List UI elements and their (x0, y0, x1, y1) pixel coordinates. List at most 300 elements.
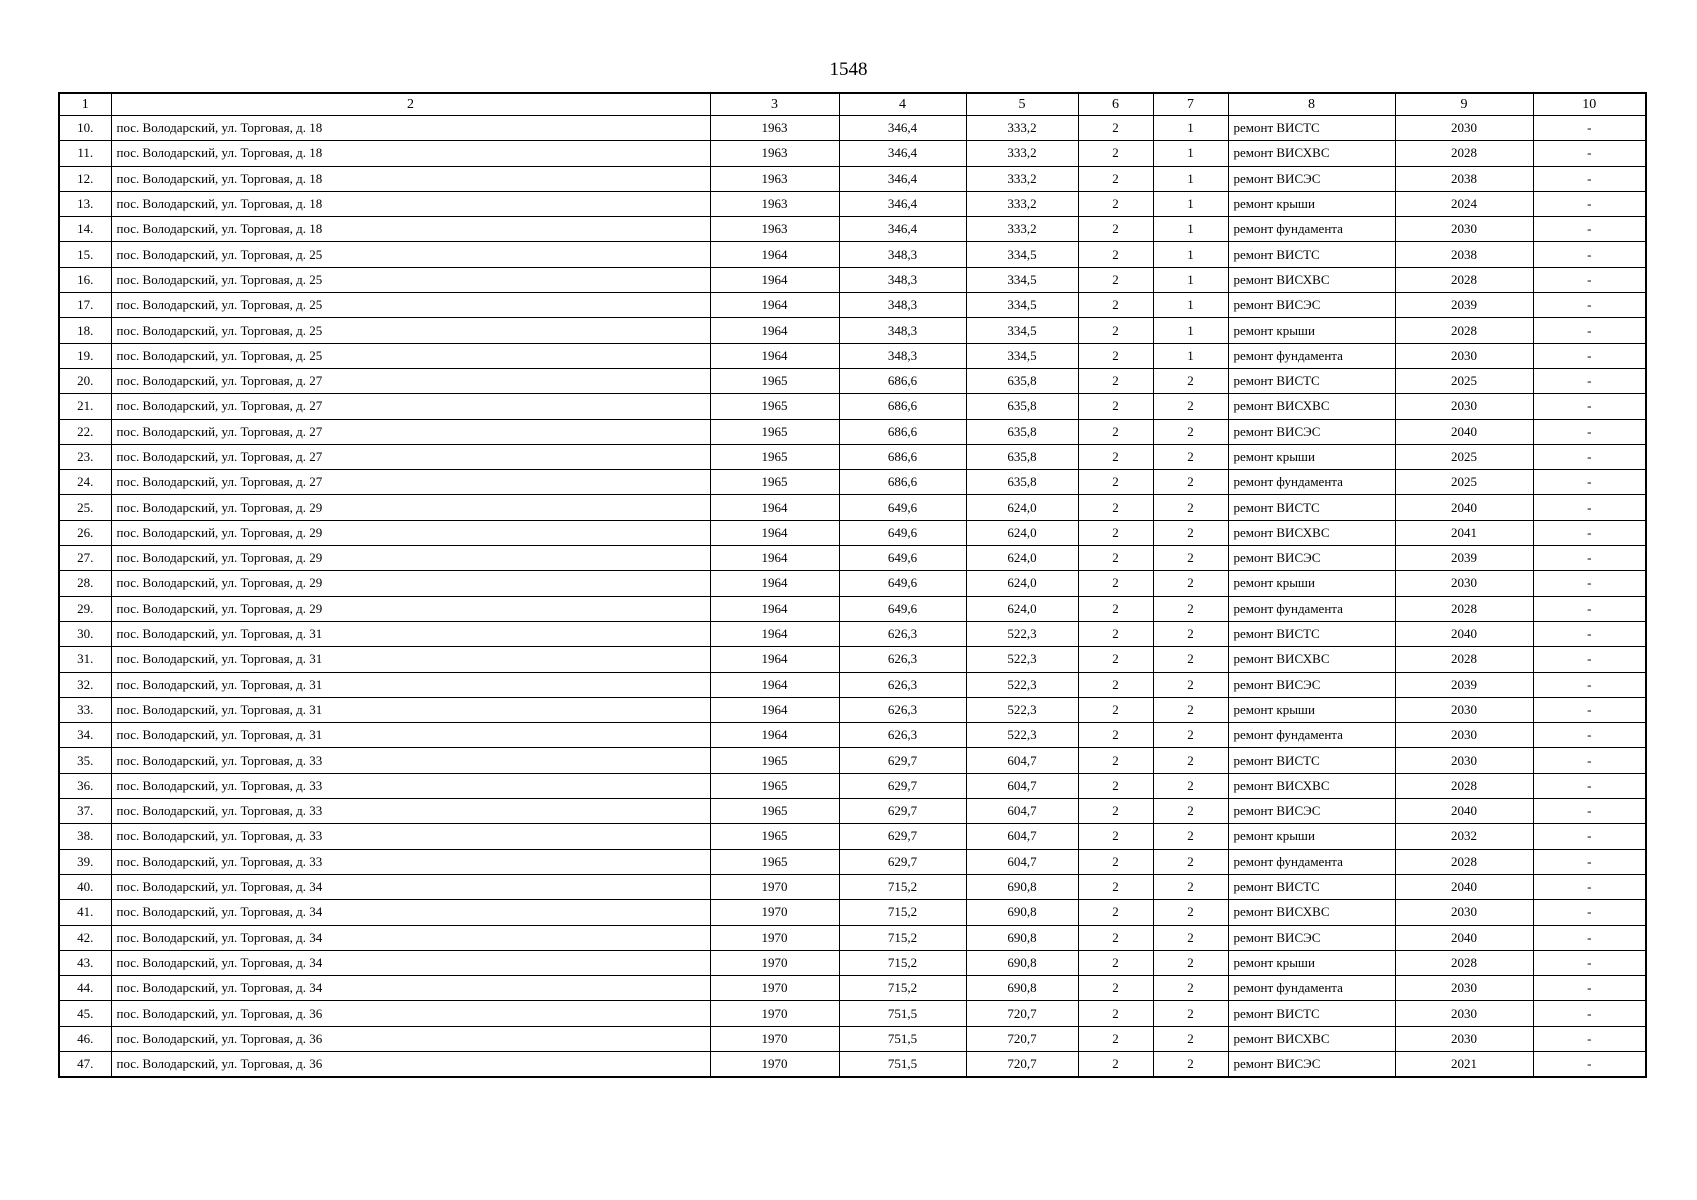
cell-floors: 2 (1078, 267, 1153, 292)
cell-total-area: 715,2 (839, 950, 966, 975)
cell-entrances: 1 (1153, 116, 1228, 141)
cell-planned-year: 2040 (1395, 874, 1533, 899)
cell-planned-year: 2030 (1395, 116, 1533, 141)
table-row (59, 950, 1646, 975)
cell-note: - (1533, 394, 1646, 419)
cell-entrances: 1 (1153, 242, 1228, 267)
cell-note: - (1533, 773, 1646, 798)
cell-entrances: 2 (1153, 799, 1228, 824)
cell-address: пос. Володарский, ул. Торговая, д. 25 (111, 318, 710, 343)
table-row (59, 419, 1646, 444)
cell-note: - (1533, 546, 1646, 571)
table-row (59, 394, 1646, 419)
cell-row-number: 34. (59, 723, 111, 748)
cell-planned-year: 2040 (1395, 419, 1533, 444)
cell-build-year: 1964 (710, 293, 839, 318)
cell-address: пос. Володарский, ул. Торговая, д. 18 (111, 141, 710, 166)
cell-address: пос. Володарский, ул. Торговая, д. 25 (111, 267, 710, 292)
cell-row-number: 10. (59, 116, 111, 141)
cell-living-area: 334,5 (966, 242, 1078, 267)
cell-address: пос. Володарский, ул. Торговая, д. 29 (111, 520, 710, 545)
table-row (59, 242, 1646, 267)
cell-total-area: 686,6 (839, 470, 966, 495)
cell-work-type: ремонт крыши (1228, 697, 1395, 722)
cell-entrances: 2 (1153, 419, 1228, 444)
cell-row-number: 25. (59, 495, 111, 520)
cell-work-type: ремонт ВИСХВС (1228, 647, 1395, 672)
cell-floors: 2 (1078, 419, 1153, 444)
cell-work-type: ремонт фундамента (1228, 217, 1395, 242)
cell-address: пос. Володарский, ул. Торговая, д. 36 (111, 1001, 710, 1026)
cell-work-type: ремонт фундамента (1228, 723, 1395, 748)
table-row (59, 799, 1646, 824)
cell-row-number: 39. (59, 849, 111, 874)
cell-entrances: 2 (1153, 874, 1228, 899)
cell-entrances: 2 (1153, 900, 1228, 925)
cell-entrances: 2 (1153, 470, 1228, 495)
cell-total-area: 348,3 (839, 267, 966, 292)
table-row (59, 647, 1646, 672)
cell-work-type: ремонт крыши (1228, 824, 1395, 849)
cell-build-year: 1963 (710, 116, 839, 141)
cell-note: - (1533, 293, 1646, 318)
cell-row-number: 33. (59, 697, 111, 722)
cell-address: пос. Володарский, ул. Торговая, д. 27 (111, 470, 710, 495)
cell-work-type: ремонт ВИСХВС (1228, 267, 1395, 292)
cell-address: пос. Володарский, ул. Торговая, д. 33 (111, 773, 710, 798)
cell-row-number: 38. (59, 824, 111, 849)
cell-living-area: 522,3 (966, 672, 1078, 697)
cell-floors: 2 (1078, 242, 1153, 267)
cell-row-number: 43. (59, 950, 111, 975)
cell-total-area: 751,5 (839, 1001, 966, 1026)
cell-living-area: 333,2 (966, 141, 1078, 166)
cell-floors: 2 (1078, 444, 1153, 469)
cell-living-area: 604,7 (966, 773, 1078, 798)
cell-address: пос. Володарский, ул. Торговая, д. 33 (111, 824, 710, 849)
table-row (59, 925, 1646, 950)
cell-floors: 2 (1078, 546, 1153, 571)
cell-build-year: 1970 (710, 1026, 839, 1051)
cell-living-area: 720,7 (966, 1001, 1078, 1026)
cell-living-area: 333,2 (966, 116, 1078, 141)
cell-entrances: 2 (1153, 773, 1228, 798)
table-row (59, 621, 1646, 646)
cell-floors: 2 (1078, 773, 1153, 798)
cell-total-area: 715,2 (839, 925, 966, 950)
cell-build-year: 1964 (710, 495, 839, 520)
cell-row-number: 11. (59, 141, 111, 166)
cell-note: - (1533, 520, 1646, 545)
cell-total-area: 649,6 (839, 520, 966, 545)
column-header-9: 9 (1395, 93, 1533, 116)
table-row (59, 520, 1646, 545)
column-header-5: 5 (966, 93, 1078, 116)
cell-build-year: 1964 (710, 343, 839, 368)
cell-entrances: 2 (1153, 849, 1228, 874)
cell-total-area: 686,6 (839, 394, 966, 419)
cell-entrances: 2 (1153, 1001, 1228, 1026)
cell-work-type: ремонт ВИСЭС (1228, 672, 1395, 697)
cell-total-area: 751,5 (839, 1051, 966, 1077)
cell-work-type: ремонт ВИСТС (1228, 116, 1395, 141)
cell-total-area: 649,6 (839, 546, 966, 571)
table-row (59, 723, 1646, 748)
cell-total-area: 346,4 (839, 116, 966, 141)
cell-row-number: 46. (59, 1026, 111, 1051)
cell-entrances: 2 (1153, 621, 1228, 646)
cell-total-area: 348,3 (839, 318, 966, 343)
column-header-4: 4 (839, 93, 966, 116)
cell-address: пос. Володарский, ул. Торговая, д. 27 (111, 419, 710, 444)
cell-total-area: 346,4 (839, 217, 966, 242)
cell-total-area: 348,3 (839, 343, 966, 368)
cell-living-area: 624,0 (966, 596, 1078, 621)
cell-address: пос. Володарский, ул. Торговая, д. 31 (111, 647, 710, 672)
cell-floors: 2 (1078, 571, 1153, 596)
table-row (59, 191, 1646, 216)
cell-build-year: 1964 (710, 596, 839, 621)
cell-address: пос. Володарский, ул. Торговая, д. 29 (111, 546, 710, 571)
cell-total-area: 715,2 (839, 976, 966, 1001)
cell-row-number: 18. (59, 318, 111, 343)
cell-address: пос. Володарский, ул. Торговая, д. 29 (111, 571, 710, 596)
cell-entrances: 2 (1153, 748, 1228, 773)
cell-floors: 2 (1078, 470, 1153, 495)
cell-planned-year: 2024 (1395, 191, 1533, 216)
cell-build-year: 1970 (710, 1051, 839, 1077)
cell-entrances: 1 (1153, 293, 1228, 318)
cell-work-type: ремонт ВИСЭС (1228, 799, 1395, 824)
cell-floors: 2 (1078, 621, 1153, 646)
cell-floors: 2 (1078, 1051, 1153, 1077)
cell-note: - (1533, 748, 1646, 773)
cell-total-area: 626,3 (839, 647, 966, 672)
cell-build-year: 1965 (710, 368, 839, 393)
cell-total-area: 715,2 (839, 874, 966, 899)
cell-address: пос. Володарский, ул. Торговая, д. 33 (111, 799, 710, 824)
cell-living-area: 522,3 (966, 723, 1078, 748)
table-row (59, 217, 1646, 242)
cell-row-number: 24. (59, 470, 111, 495)
table-row (59, 1051, 1646, 1077)
cell-work-type: ремонт фундамента (1228, 849, 1395, 874)
cell-address: пос. Володарский, ул. Торговая, д. 34 (111, 900, 710, 925)
cell-row-number: 31. (59, 647, 111, 672)
cell-address: пос. Володарский, ул. Торговая, д. 34 (111, 976, 710, 1001)
table-row (59, 1026, 1646, 1051)
cell-floors: 2 (1078, 976, 1153, 1001)
cell-entrances: 2 (1153, 723, 1228, 748)
cell-living-area: 604,7 (966, 849, 1078, 874)
cell-build-year: 1970 (710, 950, 839, 975)
cell-address: пос. Володарский, ул. Торговая, д. 34 (111, 925, 710, 950)
cell-planned-year: 2038 (1395, 242, 1533, 267)
cell-row-number: 35. (59, 748, 111, 773)
cell-living-area: 690,8 (966, 950, 1078, 975)
cell-build-year: 1965 (710, 419, 839, 444)
cell-note: - (1533, 343, 1646, 368)
cell-build-year: 1970 (710, 874, 839, 899)
cell-row-number: 40. (59, 874, 111, 899)
cell-planned-year: 2040 (1395, 925, 1533, 950)
table-row (59, 1001, 1646, 1026)
cell-address: пос. Володарский, ул. Торговая, д. 33 (111, 748, 710, 773)
cell-entrances: 1 (1153, 343, 1228, 368)
cell-work-type: ремонт фундамента (1228, 596, 1395, 621)
cell-living-area: 604,7 (966, 824, 1078, 849)
cell-row-number: 14. (59, 217, 111, 242)
cell-address: пос. Володарский, ул. Торговая, д. 33 (111, 849, 710, 874)
cell-total-area: 629,7 (839, 773, 966, 798)
table-row (59, 293, 1646, 318)
cell-work-type: ремонт ВИСТС (1228, 368, 1395, 393)
cell-address: пос. Володарский, ул. Торговая, д. 34 (111, 950, 710, 975)
cell-entrances: 1 (1153, 318, 1228, 343)
cell-living-area: 604,7 (966, 799, 1078, 824)
cell-row-number: 21. (59, 394, 111, 419)
cell-build-year: 1965 (710, 824, 839, 849)
cell-row-number: 30. (59, 621, 111, 646)
cell-work-type: ремонт крыши (1228, 191, 1395, 216)
cell-planned-year: 2032 (1395, 824, 1533, 849)
cell-build-year: 1963 (710, 166, 839, 191)
cell-note: - (1533, 1001, 1646, 1026)
cell-living-area: 720,7 (966, 1051, 1078, 1077)
table-row (59, 976, 1646, 1001)
table-row (59, 672, 1646, 697)
cell-floors: 2 (1078, 950, 1153, 975)
cell-living-area: 690,8 (966, 900, 1078, 925)
cell-build-year: 1964 (710, 723, 839, 748)
cell-build-year: 1964 (710, 520, 839, 545)
cell-floors: 2 (1078, 394, 1153, 419)
table-row (59, 166, 1646, 191)
cell-planned-year: 2030 (1395, 394, 1533, 419)
cell-entrances: 2 (1153, 950, 1228, 975)
page-number: 1548 (829, 59, 868, 80)
cell-build-year: 1964 (710, 672, 839, 697)
cell-work-type: ремонт ВИСХВС (1228, 1026, 1395, 1051)
cell-address: пос. Володарский, ул. Торговая, д. 31 (111, 672, 710, 697)
cell-row-number: 13. (59, 191, 111, 216)
cell-address: пос. Володарский, ул. Торговая, д. 31 (111, 697, 710, 722)
cell-work-type: ремонт ВИСХВС (1228, 900, 1395, 925)
cell-living-area: 690,8 (966, 925, 1078, 950)
cell-work-type: ремонт ВИСЭС (1228, 925, 1395, 950)
cell-floors: 2 (1078, 166, 1153, 191)
cell-note: - (1533, 470, 1646, 495)
cell-build-year: 1965 (710, 849, 839, 874)
cell-address: пос. Володарский, ул. Торговая, д. 31 (111, 621, 710, 646)
cell-planned-year: 2030 (1395, 723, 1533, 748)
cell-note: - (1533, 824, 1646, 849)
cell-build-year: 1964 (710, 242, 839, 267)
cell-entrances: 1 (1153, 267, 1228, 292)
cell-floors: 2 (1078, 141, 1153, 166)
cell-address: пос. Володарский, ул. Торговая, д. 27 (111, 368, 710, 393)
cell-living-area: 333,2 (966, 217, 1078, 242)
cell-living-area: 635,8 (966, 368, 1078, 393)
cell-row-number: 20. (59, 368, 111, 393)
cell-row-number: 37. (59, 799, 111, 824)
cell-address: пос. Володарский, ул. Торговая, д. 25 (111, 242, 710, 267)
cell-build-year: 1963 (710, 217, 839, 242)
cell-floors: 2 (1078, 293, 1153, 318)
cell-entrances: 2 (1153, 495, 1228, 520)
cell-address: пос. Володарский, ул. Торговая, д. 18 (111, 217, 710, 242)
cell-build-year: 1964 (710, 647, 839, 672)
cell-address: пос. Володарский, ул. Торговая, д. 25 (111, 293, 710, 318)
cell-address: пос. Володарский, ул. Торговая, д. 18 (111, 116, 710, 141)
cell-note: - (1533, 900, 1646, 925)
cell-note: - (1533, 874, 1646, 899)
cell-address: пос. Володарский, ул. Торговая, д. 18 (111, 191, 710, 216)
cell-build-year: 1964 (710, 318, 839, 343)
table-row (59, 824, 1646, 849)
table-row (59, 116, 1646, 141)
cell-work-type: ремонт ВИСЭС (1228, 419, 1395, 444)
cell-total-area: 346,4 (839, 191, 966, 216)
cell-work-type: ремонт ВИСТС (1228, 242, 1395, 267)
cell-note: - (1533, 799, 1646, 824)
cell-entrances: 1 (1153, 166, 1228, 191)
cell-floors: 2 (1078, 343, 1153, 368)
table-row (59, 470, 1646, 495)
cell-planned-year: 2028 (1395, 141, 1533, 166)
column-header-6: 6 (1078, 93, 1153, 116)
table-row (59, 495, 1646, 520)
cell-build-year: 1970 (710, 925, 839, 950)
cell-planned-year: 2041 (1395, 520, 1533, 545)
cell-address: пос. Володарский, ул. Торговая, д. 18 (111, 166, 710, 191)
table-row (59, 748, 1646, 773)
cell-address: пос. Володарский, ул. Торговая, д. 29 (111, 596, 710, 621)
cell-planned-year: 2039 (1395, 293, 1533, 318)
cell-build-year: 1965 (710, 394, 839, 419)
column-header-10: 10 (1533, 93, 1646, 116)
cell-work-type: ремонт фундамента (1228, 470, 1395, 495)
cell-planned-year: 2040 (1395, 799, 1533, 824)
cell-work-type: ремонт ВИСЭС (1228, 166, 1395, 191)
cell-note: - (1533, 976, 1646, 1001)
cell-entrances: 2 (1153, 672, 1228, 697)
cell-note: - (1533, 571, 1646, 596)
cell-build-year: 1965 (710, 773, 839, 798)
cell-row-number: 44. (59, 976, 111, 1001)
cell-row-number: 16. (59, 267, 111, 292)
cell-total-area: 346,4 (839, 166, 966, 191)
cell-floors: 2 (1078, 217, 1153, 242)
cell-floors: 2 (1078, 874, 1153, 899)
table-row (59, 571, 1646, 596)
cell-floors: 2 (1078, 318, 1153, 343)
cell-entrances: 2 (1153, 824, 1228, 849)
cell-total-area: 686,6 (839, 368, 966, 393)
cell-planned-year: 2038 (1395, 166, 1533, 191)
cell-note: - (1533, 141, 1646, 166)
cell-floors: 2 (1078, 1026, 1153, 1051)
cell-living-area: 522,3 (966, 647, 1078, 672)
cell-floors: 2 (1078, 925, 1153, 950)
cell-build-year: 1964 (710, 546, 839, 571)
cell-note: - (1533, 267, 1646, 292)
cell-row-number: 23. (59, 444, 111, 469)
cell-floors: 2 (1078, 495, 1153, 520)
cell-note: - (1533, 1051, 1646, 1077)
cell-planned-year: 2021 (1395, 1051, 1533, 1077)
cell-work-type: ремонт ВИСТС (1228, 874, 1395, 899)
cell-entrances: 1 (1153, 141, 1228, 166)
cell-total-area: 629,7 (839, 824, 966, 849)
cell-address: пос. Володарский, ул. Торговая, д. 27 (111, 444, 710, 469)
cell-living-area: 624,0 (966, 571, 1078, 596)
cell-floors: 2 (1078, 697, 1153, 722)
cell-planned-year: 2030 (1395, 571, 1533, 596)
cell-total-area: 629,7 (839, 748, 966, 773)
cell-floors: 2 (1078, 596, 1153, 621)
column-header-3: 3 (710, 93, 839, 116)
cell-row-number: 42. (59, 925, 111, 950)
cell-note: - (1533, 116, 1646, 141)
cell-entrances: 2 (1153, 520, 1228, 545)
cell-work-type: ремонт фундамента (1228, 343, 1395, 368)
table-row (59, 546, 1646, 571)
cell-entrances: 2 (1153, 571, 1228, 596)
cell-note: - (1533, 495, 1646, 520)
cell-total-area: 751,5 (839, 1026, 966, 1051)
cell-row-number: 17. (59, 293, 111, 318)
cell-note: - (1533, 368, 1646, 393)
cell-planned-year: 2025 (1395, 368, 1533, 393)
table-header (59, 93, 1646, 116)
table-body (59, 116, 1646, 1078)
cell-work-type: ремонт ВИСТС (1228, 621, 1395, 646)
table-row (59, 773, 1646, 798)
cell-note: - (1533, 950, 1646, 975)
cell-living-area: 624,0 (966, 495, 1078, 520)
cell-living-area: 635,8 (966, 419, 1078, 444)
cell-address: пос. Володарский, ул. Торговая, д. 34 (111, 874, 710, 899)
cell-total-area: 629,7 (839, 849, 966, 874)
cell-entrances: 2 (1153, 596, 1228, 621)
cell-work-type: ремонт ВИСХВС (1228, 394, 1395, 419)
cell-planned-year: 2030 (1395, 748, 1533, 773)
cell-build-year: 1964 (710, 571, 839, 596)
cell-row-number: 19. (59, 343, 111, 368)
cell-row-number: 27. (59, 546, 111, 571)
cell-floors: 2 (1078, 723, 1153, 748)
cell-living-area: 334,5 (966, 267, 1078, 292)
column-header-7: 7 (1153, 93, 1228, 116)
cell-build-year: 1965 (710, 799, 839, 824)
cell-living-area: 333,2 (966, 166, 1078, 191)
cell-floors: 2 (1078, 520, 1153, 545)
cell-floors: 2 (1078, 672, 1153, 697)
cell-living-area: 690,8 (966, 874, 1078, 899)
cell-work-type: ремонт ВИСХВС (1228, 773, 1395, 798)
cell-note: - (1533, 849, 1646, 874)
cell-planned-year: 2025 (1395, 444, 1533, 469)
cell-entrances: 2 (1153, 1026, 1228, 1051)
cell-total-area: 629,7 (839, 799, 966, 824)
repair-schedule-table (58, 92, 1647, 1078)
cell-work-type: ремонт крыши (1228, 950, 1395, 975)
cell-entrances: 2 (1153, 647, 1228, 672)
cell-note: - (1533, 444, 1646, 469)
cell-living-area: 334,5 (966, 318, 1078, 343)
cell-total-area: 649,6 (839, 495, 966, 520)
